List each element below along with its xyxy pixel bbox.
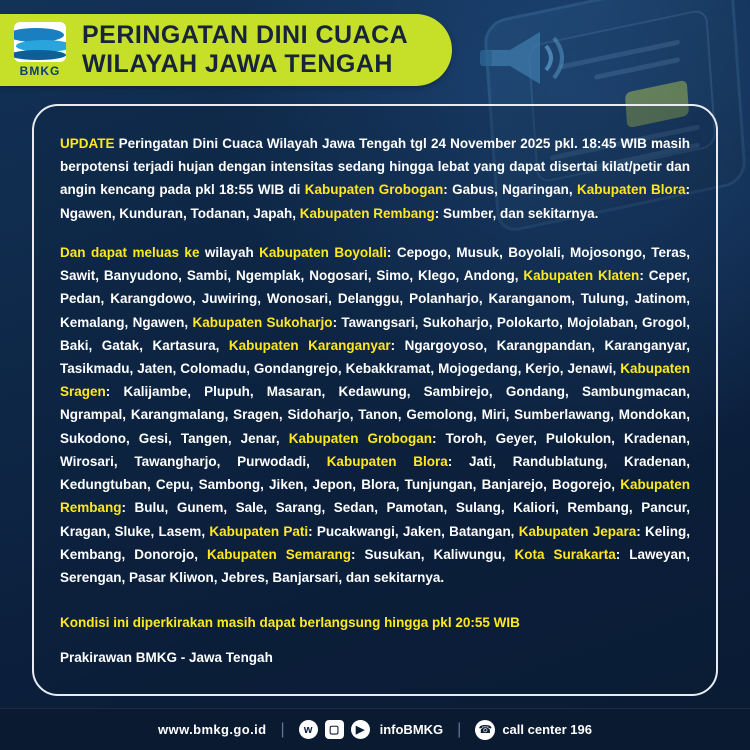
highlighted-region: Kabupaten Semarang [206,546,351,562]
body-run: : Sumber, dan sekitarnya. [434,205,599,221]
highlighted-region: Kabupaten Karanganyar [228,337,391,353]
twitter-icon[interactable]: w [299,720,318,739]
bmkg-emblem-icon [14,22,66,62]
highlighted-region: Kabupaten Blora [326,453,448,469]
body-run: : Jati, Randublatung, Kradenan, Kedungtuban, Cepu, Sambong, Jiken, Jepon, Blora, Tunjungan, Banjarejo, Bogorejo, [60,453,691,493]
highlighted-region: Kabupaten Blora [576,182,686,198]
bmkg-logo [0,14,74,86]
highlighted-region: Kabupaten Klaten [523,268,640,284]
page-title [74,21,418,80]
body-run: : Ngawen, Kunduran, Todanan, Japah, [60,182,691,221]
highlighted-region: Kabupaten Sukoharjo [192,314,333,330]
body-run: : Susukan, Kaliwungu, [351,546,515,562]
signature: Prakirawan BMKG - Jawa Tengah [60,650,273,666]
footer-separator-2: | [457,720,462,738]
logo-label: BMKG [19,64,61,78]
body-run: wilayah [199,244,260,260]
body-run: : Kalijambe, Plupuh, Masaran, Kedawung, Sambirejo, Gondang, Sambungmacan, Ngrampal, Karangmalang, Sragen, Sidoharjo, Tanon, Gemolong, Miri, Sumberlawang, Mondokan, Sukodono, Gesi, Tangen, Jenar, [60,384,690,446]
megaphone-icon [476,22,568,94]
highlighted-region: Kabupaten Grobogan [304,182,444,198]
body-run: : Gabus, Ngaringan, [443,182,577,198]
highlighted-region: Kabupaten Jepara [518,523,637,539]
highlighted-region: Dan dapat meluas ke [60,244,200,260]
body-run: : Cepogo, Musuk, Boyolali, Mojosongo, Teras, Sawit, Banyudono, Sambi, Ngemplak, Nogosari, Simo, Klego, Andong, [60,244,691,284]
footer-bar [0,708,750,750]
body-run: : Ceper, Pedan, Karangdowo, Juwiring, Wonosari, Delanggu, Polanharjo, Karanganom, Tulung, Jatinom, Kemalang, Ngawen, [60,268,690,330]
body-run: : Tawangsari, Sukoharjo, Polokarto, Mojolaban, Grogol, Baki, Gatak, Kartasura, [60,314,691,353]
highlighted-region: Kabupaten Rembang [299,205,435,221]
youtube-icon[interactable]: ▶ [351,720,370,739]
call-center-label: call center 196 [502,722,592,737]
body-run: : Keling, Kembang, Donorojo, [60,523,691,562]
instagram-icon[interactable]: ▢ [325,720,344,739]
social-handle: infoBMKG [379,722,444,737]
paragraph-primary-warning [60,132,690,225]
highlighted-region: Kabupaten Pati [209,523,309,539]
header-band [0,14,452,86]
phone-icon: ☎ [475,720,495,740]
paragraph-expansion-areas [60,241,690,589]
body-run: : Laweyan, Serengan, Pasar Kliwon, Jebres, Banjarsari, dan sekitarnya. [60,546,691,585]
call-center [475,720,592,740]
body-run: Peringatan Dini Cuaca Wilayah Jawa Tengah tgl 24 November 2025 pkl. 18:45 WIB masih berpotensi terjadi hujan dengan intensitas sedang hingga lebat yang dapat disertai kilat/petir dan angin kencang pada pkl 18:55 WIB di [60,136,690,198]
duration-note: Kondisi ini diperkirakan masih dapat berlangsung hingga pkl 20:55 WIB [60,615,520,631]
highlighted-region: Kabupaten Sragen [60,360,690,400]
footer-separator-1: | [280,720,285,738]
title-line-1: PERINGATAN DINI CUACA [82,20,409,49]
highlighted-region: UPDATE [60,136,115,151]
website-link[interactable]: www.bmkg.go.id [158,722,267,737]
title-line-2: WILAYAH JAWA TENGAH [82,50,393,78]
highlighted-region: Kabupaten Boyolali [259,244,387,260]
highlighted-region: Kabupaten Grobogan [288,430,433,446]
body-run: : Pucakwangi, Jaken, Batangan, [308,523,519,539]
warning-card [32,104,718,696]
body-run: : Toroh, Geyer, Pulokulon, Kradenan, Wirosari, Tawangharjo, Purwodadi, [60,430,690,469]
social-icons [299,720,444,739]
highlighted-region: Kota Surakarta [514,546,616,562]
highlighted-region: Kabupaten Rembang [60,477,690,516]
body-run: : Ngargoyoso, Karangpandan, Karanganyar, Tasikmadu, Jaten, Colomadu, Gondangrejo, Kebakkramat, Mojogedang, Kerjo, Jenawi, [60,337,690,376]
body-run: : Bulu, Gunem, Sale, Sarang, Sedan, Pamotan, Sulang, Kaliori, Rembang, Pancur, Kragan, Sluke, Lasem, [60,500,690,539]
